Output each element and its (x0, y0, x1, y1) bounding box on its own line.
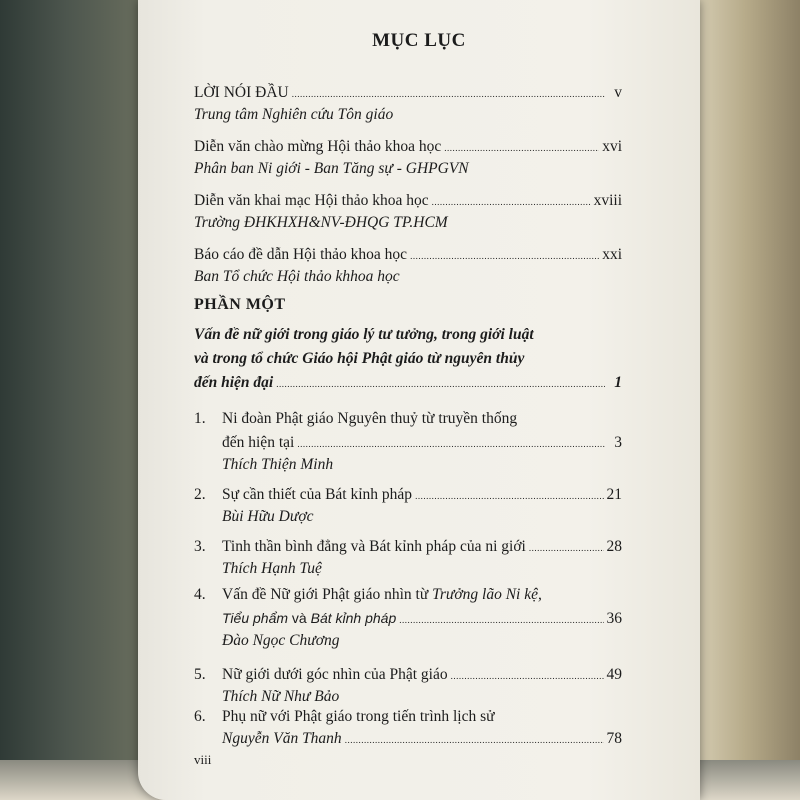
toc-author: Phân ban Ni giới - Ban Tăng sự - GHPGVN (194, 160, 469, 177)
dot-leader (297, 439, 605, 449)
part-label: PHẦN MỘT (194, 296, 286, 313)
toc-title (222, 586, 542, 604)
toc-entry-2 (222, 486, 622, 504)
toc-title: Sự cần thiết của Bát kỉnh pháp (222, 486, 413, 503)
part-title-line: đến hiện đại (194, 374, 274, 391)
toc-page: 1 (614, 374, 622, 391)
toc-title-work: Trưởng lão Ni kệ, (432, 586, 542, 603)
toc-page: xviii (593, 192, 622, 209)
toc-page: v (614, 84, 622, 101)
toc-entry-6 (222, 730, 622, 748)
toc-entry-5 (222, 666, 622, 684)
toc-title: Báo cáo đề dẫn Hội thảo khoa học (194, 246, 408, 263)
toc-title: Diễn văn chào mừng Hội thảo khoa học (194, 138, 442, 155)
toc-title: Phụ nữ với Phật giáo trong tiến trình lịch sử (222, 708, 495, 725)
toc-entry-loi-noi-dau (194, 84, 622, 102)
toc-page: xvi (602, 138, 622, 155)
toc-page: 3 (614, 434, 622, 451)
part-title-line: Vấn đề nữ giới trong giáo lý tư tưởng, trong giới luật (194, 326, 534, 343)
page-title: MỤC LỤC (372, 30, 466, 51)
dot-leader (444, 143, 599, 153)
book-page (138, 0, 700, 800)
dot-leader (451, 671, 604, 681)
entry-number: 2. (194, 486, 206, 503)
toc-author: Trường ĐHKHXH&NV-ĐHQG TP.HCM (194, 214, 448, 231)
toc-page: 36 (606, 610, 622, 627)
dot-leader (399, 615, 603, 625)
toc-entry-dien-van-chao-mung (194, 138, 622, 156)
toc-entry-3 (222, 538, 622, 556)
background-right (690, 0, 800, 800)
toc-author: Thích Hạnh Tuệ (222, 560, 322, 577)
toc-page: 78 (606, 730, 622, 747)
toc-entry-dien-van-khai-mac (194, 192, 622, 210)
toc-page: 28 (606, 538, 622, 555)
page-number: viii (194, 752, 212, 767)
toc-entry-bao-cao-de-dan (194, 246, 622, 264)
entry-number: 5. (194, 666, 206, 683)
dot-leader (529, 543, 604, 553)
toc-title: Ni đoàn Phật giáo Nguyên thuỷ từ truyền thống (222, 410, 518, 427)
entry-number: 1. (194, 410, 206, 427)
part-title-last-line (194, 374, 622, 392)
toc-title: Tinh thần bình đẳng và Bát kỉnh pháp của ni giới (222, 538, 526, 555)
toc-entry-1 (222, 434, 622, 452)
toc-author: Nguyễn Văn Thanh (222, 730, 342, 747)
toc-title-cont: đến hiện tại (222, 434, 295, 451)
background-left (0, 0, 150, 800)
toc-author: Trung tâm Nghiên cứu Tôn giáo (194, 106, 394, 123)
dot-leader (345, 735, 604, 745)
toc-title: Nữ giới dưới góc nhìn của Phật giáo (222, 666, 448, 683)
toc-page: xxi (602, 246, 622, 263)
toc-author: Đào Ngọc Chương (222, 632, 340, 649)
toc-page: 21 (606, 486, 622, 503)
entry-number: 4. (194, 586, 206, 603)
toc-author: Thích Nữ Như Bảo (222, 688, 340, 705)
toc-entry-4 (222, 610, 622, 628)
toc-author: Ban Tổ chức Hội thảo khhoa học (194, 268, 400, 285)
toc-page: 49 (606, 666, 622, 683)
toc-author: Thích Thiện Minh (222, 456, 334, 473)
dot-leader (432, 197, 591, 207)
dot-leader (410, 251, 599, 261)
toc-title-part: và (288, 610, 311, 626)
entry-number: 3. (194, 538, 206, 555)
dot-leader (276, 379, 605, 389)
toc-title: LỜI NÓI ĐẦU (194, 84, 289, 101)
toc-title-work: Tiểu phẩm (222, 610, 289, 626)
toc-title: Diễn văn khai mạc Hội thảo khoa học (194, 192, 429, 209)
part-title-line: và trong tổ chức Giáo hội Phật giáo từ nguyên thủy (194, 350, 525, 367)
toc-title-cont (222, 610, 396, 628)
toc-title-part: Vấn đề Nữ giới Phật giáo nhìn từ (222, 586, 433, 603)
dot-leader (292, 89, 605, 99)
entry-number: 6. (194, 708, 206, 725)
dot-leader (415, 491, 603, 501)
toc-title-work: Bát kỉnh pháp (310, 610, 397, 626)
toc-author: Bùi Hữu Dược (222, 508, 314, 525)
